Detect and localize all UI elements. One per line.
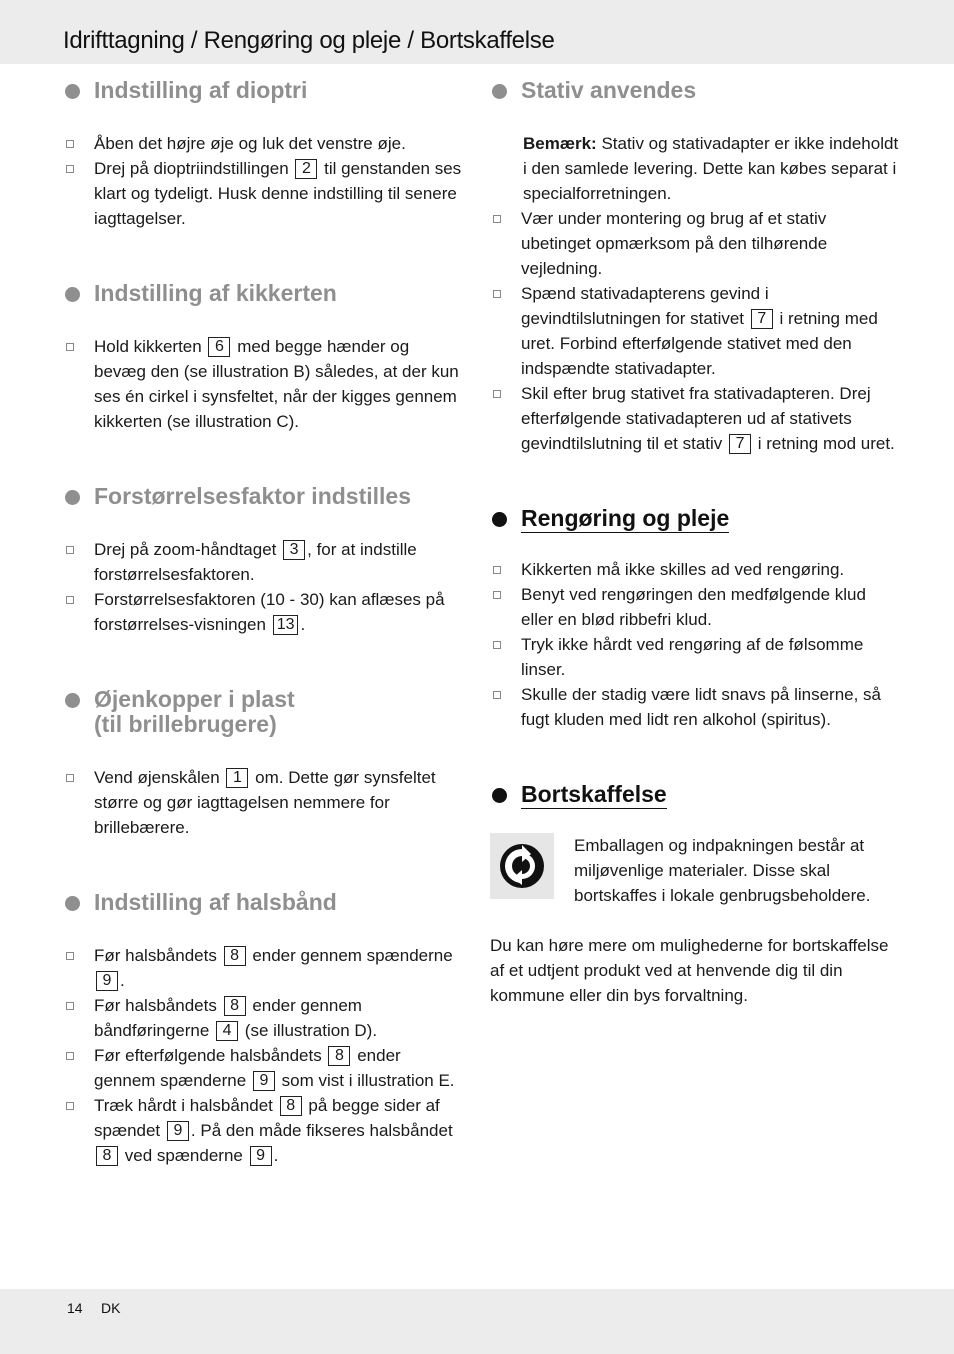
section-strap — [63, 890, 463, 1168]
disposal-info: Du kan høre mere om mulighederne for bortskaffelse af et udtjent produkt ved at henvende dig til din kommune eller din bys forvaltning. — [490, 936, 889, 1005]
section-heading — [490, 506, 900, 533]
heading-text-line2: (til brillebrugere) — [94, 711, 277, 737]
instruction-list — [63, 765, 463, 840]
list-item — [490, 682, 900, 732]
section-heading — [63, 890, 463, 915]
heading-text: Øjenkopper i plast — [94, 686, 295, 712]
instruction-list — [490, 557, 900, 732]
list-item — [490, 632, 900, 682]
item-text: som vist i illustration E. — [281, 1071, 455, 1090]
list-item — [490, 557, 900, 582]
checkbox-square-icon — [66, 774, 74, 782]
item-text: Før halsbåndets — [94, 946, 217, 965]
item-text: Kikkerten må ikke skilles ad ved rengøring. — [521, 560, 845, 579]
heading-text: Indstilling af halsbånd — [94, 889, 337, 915]
page-title: Idrifttagning / Rengøring og pleje / Bortskaffelse — [63, 27, 555, 54]
reference-number: 9 — [96, 971, 118, 991]
item-text: . — [120, 971, 125, 990]
instruction-list — [63, 131, 463, 231]
section-heading — [490, 782, 900, 809]
item-text: (se illustration D). — [244, 1021, 378, 1040]
page-footer — [0, 1289, 954, 1354]
instruction-list — [490, 206, 900, 456]
checkbox-square-icon — [66, 1102, 74, 1110]
checkbox-square-icon — [66, 596, 74, 604]
bullet-dot-icon — [492, 84, 507, 99]
section-tripod — [490, 78, 900, 456]
reference-number: 7 — [729, 434, 751, 454]
section-binocular — [63, 281, 463, 434]
section-zoom — [63, 484, 463, 637]
checkbox-square-icon — [66, 952, 74, 960]
list-item — [490, 281, 900, 381]
checkbox-square-icon — [493, 691, 501, 699]
section-diopter — [63, 78, 463, 231]
reference-number: 8 — [224, 996, 246, 1016]
reference-number: 8 — [96, 1146, 118, 1166]
bullet-dot-icon — [65, 896, 80, 911]
checkbox-square-icon — [493, 290, 501, 298]
checkbox-square-icon — [493, 215, 501, 223]
bullet-dot-icon — [65, 84, 80, 99]
checkbox-square-icon — [66, 1002, 74, 1010]
item-text: Tryk ikke hårdt ved rengøring af de følsomme linser. — [521, 635, 864, 679]
reference-number: 13 — [273, 615, 299, 635]
heading-text: Rengøring og pleje — [521, 505, 730, 531]
item-text: ender gennem spænderne — [252, 946, 453, 965]
green-dot-recycle-icon — [490, 833, 554, 899]
note-text: Stativ og stativadapter er ikke indeholdt i den samlede levering. Dette kan købes separat i specialforretningen. — [523, 134, 899, 203]
item-text: Skulle der stadig være lidt snavs på linserne, så fugt kluden med lidt ren alkohol (spiritus). — [521, 685, 882, 729]
item-text: . — [273, 1146, 279, 1165]
section-heading — [63, 484, 463, 509]
heading-text: Indstilling af kikkerten — [94, 280, 337, 306]
bullet-dot-icon — [65, 693, 80, 708]
item-text: . — [300, 615, 306, 634]
reference-number: 4 — [216, 1021, 238, 1041]
reference-number: 3 — [283, 540, 305, 560]
list-item — [63, 1093, 463, 1168]
item-text: på begge sider af spændet — [94, 1096, 440, 1140]
reference-number: 8 — [328, 1046, 350, 1066]
bullet-dot-icon — [492, 788, 507, 803]
recycle-text: Emballagen og indpakningen består at miljøvenlige materialer. Disse skal bortskaffes i lokale genbrugsbeholdere. — [574, 836, 871, 905]
item-text: Drej på dioptriindstillingen — [94, 159, 289, 178]
item-text: i retning mod uret. — [757, 434, 895, 453]
item-text: til genstanden ses klart og tydeligt. Husk denne indstilling til senere iagttagelser. — [94, 159, 462, 228]
checkbox-square-icon — [66, 343, 74, 351]
instruction-list — [63, 943, 463, 1168]
list-item — [63, 334, 463, 434]
reference-number: 9 — [253, 1071, 275, 1091]
heading-text: Indstilling af dioptri — [94, 77, 308, 103]
checkbox-square-icon — [493, 591, 501, 599]
list-item — [63, 131, 463, 156]
item-text: Spænd stativadapterens gevind i gevindtilslutningen for stativet — [521, 284, 769, 328]
section-heading — [63, 687, 463, 737]
list-item — [63, 765, 463, 840]
checkbox-square-icon — [66, 140, 74, 148]
item-text: Før efterfølgende halsbåndets — [94, 1046, 322, 1065]
heading-text: Forstørrelsesfaktor indstilles — [94, 483, 411, 509]
language-code: DK — [101, 1300, 121, 1316]
checkbox-square-icon — [66, 546, 74, 554]
item-text: Træk hårdt i halsbåndet — [94, 1096, 273, 1115]
item-text: . På den måde fikseres halsbåndet — [190, 1121, 453, 1140]
item-text: om. Dette gør synsfeltet større og gør iagttagelsen nemmere for brillebærere. — [94, 768, 436, 837]
list-item — [63, 537, 463, 587]
note-label: Bemærk: — [523, 134, 597, 153]
item-text: , for at indstille forstørrelsesfaktoren. — [94, 540, 417, 584]
item-text: ender gennem spænderne — [94, 1046, 401, 1090]
checkbox-square-icon — [493, 390, 501, 398]
section-heading — [490, 78, 900, 103]
list-item — [63, 156, 463, 231]
reference-number: 1 — [226, 768, 248, 788]
item-text: i retning med uret. Forbind efterfølgende stativet med den indspændte stativadapter. — [521, 309, 878, 378]
list-item — [490, 582, 900, 632]
list-item — [63, 993, 463, 1043]
item-text: Benyt ved rengøringen den medfølgende klud eller en blød ribbefri klud. — [521, 585, 866, 629]
instruction-list — [63, 537, 463, 637]
item-text: med begge hænder og bevæg den (se illustration B) således, at der kun ses én cirkel i synsfeltet, når der kigges gennem kikkerten (se illustration C). — [94, 337, 459, 431]
list-item — [63, 1043, 463, 1093]
page-number: 14 — [67, 1300, 83, 1316]
reference-number: 6 — [208, 337, 230, 357]
checkbox-square-icon — [493, 641, 501, 649]
page-header — [0, 0, 954, 64]
bullet-dot-icon — [65, 490, 80, 505]
instruction-list — [63, 334, 463, 434]
item-text: Forstørrelsesfaktoren (10 - 30) kan aflæses på forstørrelses-visningen — [94, 590, 445, 634]
bullet-dot-icon — [492, 512, 507, 527]
checkbox-square-icon — [493, 566, 501, 574]
heading-text: Stativ anvendes — [521, 77, 697, 103]
section-heading — [63, 78, 463, 103]
section-cleaning — [490, 506, 900, 732]
list-item — [490, 206, 900, 281]
section-eyecups — [63, 687, 463, 840]
section-disposal — [490, 782, 900, 1008]
reference-number: 8 — [280, 1096, 302, 1116]
checkbox-square-icon — [66, 1052, 74, 1060]
item-text: Før halsbåndets — [94, 996, 217, 1015]
list-item — [63, 587, 463, 637]
reference-number: 8 — [224, 946, 246, 966]
reference-number: 2 — [295, 159, 317, 179]
bullet-dot-icon — [65, 287, 80, 302]
item-text: ender gennem båndføringerne — [94, 996, 362, 1040]
heading-text: Bortskaffelse — [521, 781, 667, 807]
left-column — [63, 78, 463, 1168]
reference-number: 7 — [751, 309, 773, 329]
checkbox-square-icon — [66, 165, 74, 173]
reference-number: 9 — [167, 1121, 189, 1141]
item-text: Vær under montering og brug af et stativ ubetinget opmærksom på den tilhørende vejledning. — [521, 209, 828, 278]
item-text: Åben det højre øje og luk det venstre øje. — [94, 134, 406, 153]
right-column — [490, 78, 900, 1008]
list-item — [490, 381, 900, 456]
item-text: Hold kikkerten — [94, 337, 202, 356]
item-text: Drej på zoom-håndtaget — [94, 540, 277, 559]
section-heading — [63, 281, 463, 306]
note-paragraph — [490, 131, 900, 206]
list-item — [63, 943, 463, 993]
recycle-notice — [490, 833, 900, 908]
item-text: Skil efter brug stativet fra stativadapteren. Drej efterfølgende stativadapteren ud af stativets gevindtilslutning til et stativ — [521, 384, 871, 453]
item-text: Vend øjenskålen — [94, 768, 220, 787]
heading-text-wrap — [94, 687, 295, 737]
item-text: ved spænderne — [124, 1146, 243, 1165]
reference-number: 9 — [250, 1146, 272, 1166]
